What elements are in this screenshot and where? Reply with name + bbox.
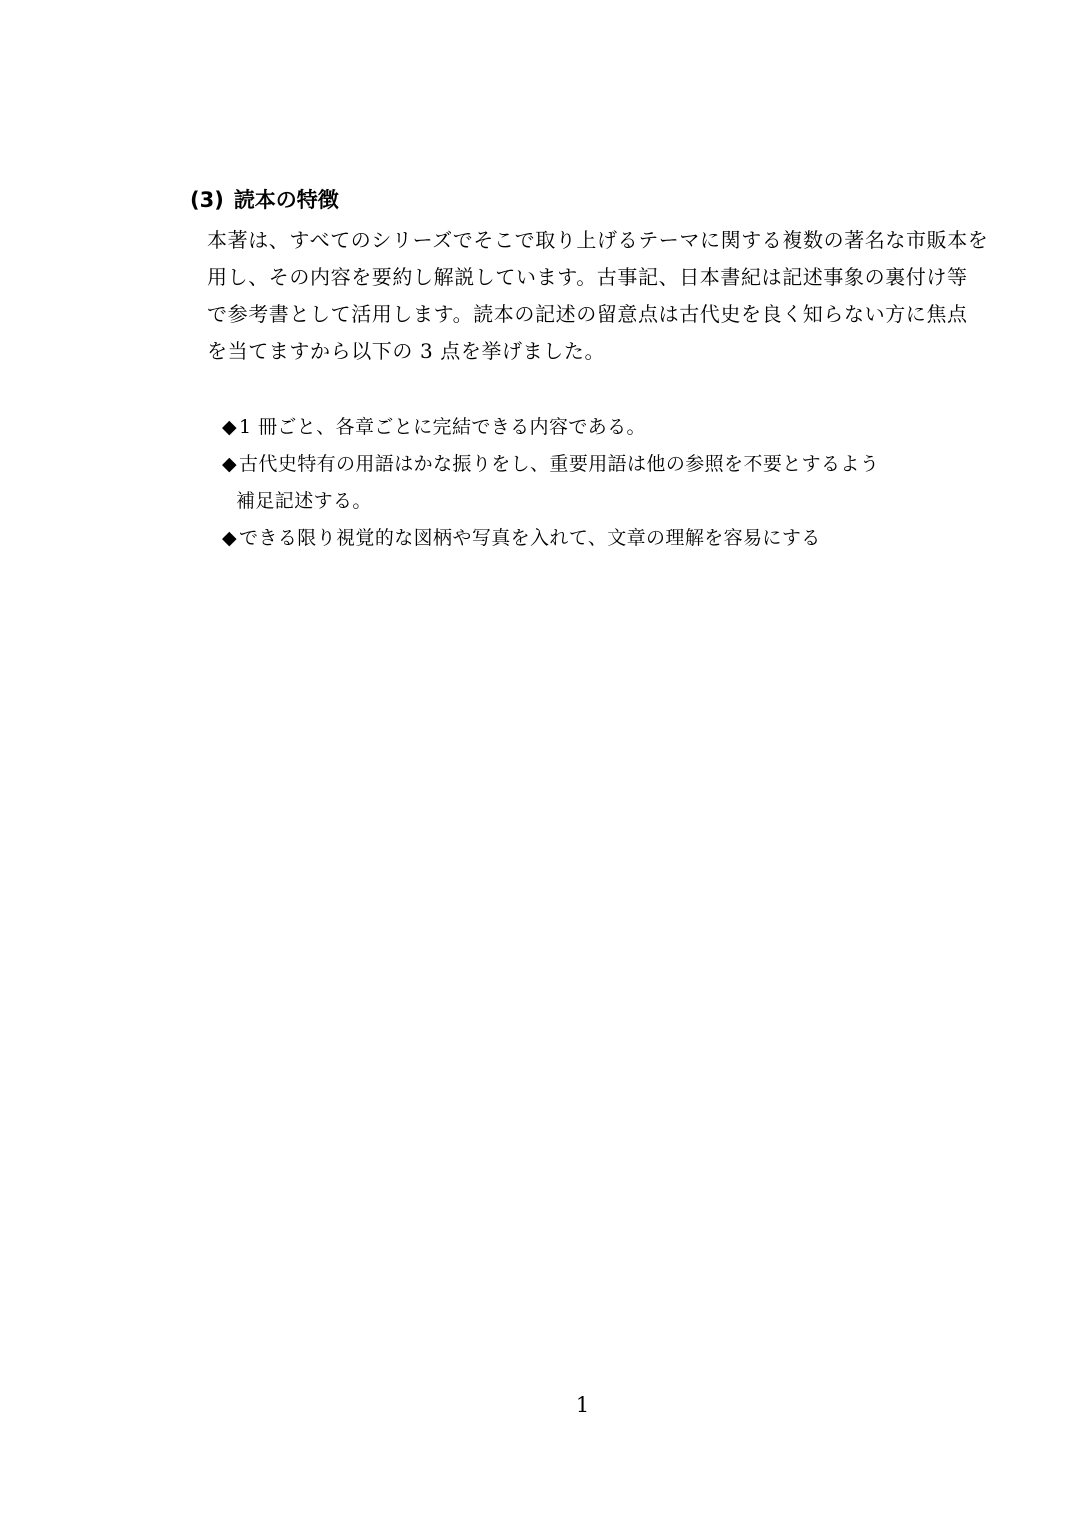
section-title: 読本の特徴 <box>233 188 339 212</box>
feature-list-item <box>222 520 982 557</box>
section-number: (3) <box>190 188 224 212</box>
feature-list <box>222 409 982 557</box>
diamond-bullet-icon: ◆ <box>222 453 238 475</box>
intro-line: で参考書として活用します。読本の記述の留意点は古代史を良く知らない方に焦点 <box>207 302 968 326</box>
intro-line: 用し、その内容を要約し解説しています。古事記、日本書紀は記述事象の裏付け等 <box>207 265 968 289</box>
intro-paragraph <box>207 222 997 370</box>
page-number: 1 <box>575 1393 590 1417</box>
feature-list-item <box>222 446 982 520</box>
intro-line: 本著は、すべてのシリーズでそこで取り上げるテーマに関する複数の著名な市販本を <box>207 228 989 252</box>
feature-text-continuation: 補足記述する。 <box>236 490 372 512</box>
diamond-bullet-icon: ◆ <box>222 416 238 438</box>
feature-text: 古代史特有の用語はかな振りをし、重要用語は他の参照を不要とするよう <box>239 453 880 475</box>
intro-line: を当てますから以下の 3 点を挙げました。 <box>207 339 606 363</box>
section-heading <box>190 183 339 217</box>
feature-text: できる限り視覚的な図柄や写真を入れて、文章の理解を容易にする <box>239 527 821 549</box>
diamond-bullet-icon: ◆ <box>222 527 238 549</box>
feature-text: 1 冊ごと、各章ごとに完結できる内容である。 <box>239 416 646 438</box>
feature-list-item <box>222 409 982 446</box>
